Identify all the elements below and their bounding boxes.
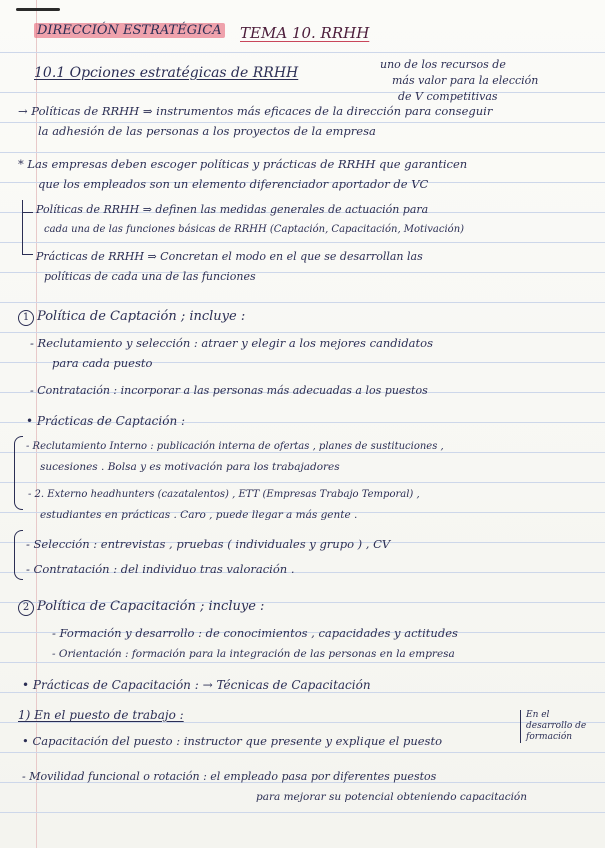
text-line: para mejorar su potencial obteniendo capacitación — [256, 791, 528, 803]
text-line: Prácticas de RRHH ⇒ Concretan el modo en el que se desarrollan las — [36, 250, 423, 263]
ruled-line — [0, 812, 605, 813]
text-line: la adhesión de las personas a los proyectos de la empresa — [38, 124, 376, 138]
text-line: sucesiones . Bolsa y es motivación para los trabajadores — [40, 461, 340, 473]
ruled-line — [0, 152, 605, 153]
ruled-line — [0, 242, 605, 243]
section2-heading — [18, 600, 264, 616]
workplace-title: 1) En el puesto de trabajo : — [18, 708, 184, 722]
subject-heading — [34, 24, 225, 38]
section-number: 1 — [18, 310, 34, 326]
ruled-line — [0, 92, 605, 93]
ruled-line — [0, 122, 605, 123]
section-title-text: 10.1 Opciones estratégicas de RRHH — [34, 65, 299, 81]
text-line: - Selección : entrevistas , pruebas ( individuales y grupo ) , CV — [26, 537, 391, 551]
text-line: - 2. Externo headhunters (cazatalentos) , ETT (Empresas Trabajo Temporal) , — [28, 489, 420, 500]
text-line: estudiantes en prácticas . Caro , puede llegar a más gente . — [40, 509, 358, 521]
ruled-line — [0, 332, 605, 333]
ruled-line — [0, 752, 605, 753]
ruled-line — [0, 482, 605, 483]
section2-title: Política de Capacitación ; incluye : — [37, 599, 265, 614]
workplace-heading — [18, 708, 184, 722]
text-line: → Políticas de RRHH ⇒ instrumentos más eficaces de la dirección para conseguir — [18, 104, 493, 118]
ruled-line — [0, 692, 605, 693]
section1-heading — [18, 310, 245, 326]
side-note-line: de V competitivas — [398, 90, 498, 103]
side-note-line: uno de los recursos de — [380, 58, 506, 71]
section1-title: Política de Captación ; incluye : — [37, 309, 246, 324]
text-line: para cada puesto — [52, 356, 153, 370]
bracket — [14, 530, 23, 580]
text-line: - Reclutamiento Interno : publicación interna de ofertas , planes de sustituciones , — [26, 441, 444, 452]
section-title — [34, 66, 298, 80]
ruled-line — [0, 722, 605, 723]
ruled-line — [0, 302, 605, 303]
text-line: - Contratación : incorporar a las personas más adecuadas a los puestos — [30, 384, 428, 397]
connector-line — [22, 212, 33, 255]
text-line: políticas de cada una de las funciones — [44, 270, 256, 283]
text-line: - Orientación : formación para la integración de las personas en la empresa — [52, 648, 455, 660]
pen-mark — [16, 8, 60, 11]
side-note-line: más valor para la elección — [392, 74, 539, 87]
bracket — [14, 436, 23, 510]
text-line: - Movilidad funcional o rotación : el empleado pasa por diferentes puestos — [22, 770, 437, 783]
text-line: cada una de las funciones básicas de RRHH (Captación, Capacitación, Motivación) — [44, 224, 465, 235]
section-number: 2 — [18, 600, 34, 616]
practices-heading: • Prácticas de Captación : — [26, 414, 186, 428]
practices-heading: • Prácticas de Capacitación : → Técnicas de Capacitación — [22, 678, 371, 692]
text-line: - Reclutamiento y selección : atraer y elegir a los mejores candidatos — [30, 336, 433, 350]
text-line: Políticas de RRHH ⇒ definen las medidas generales de actuación para — [36, 203, 429, 216]
text-line: • Capacitación del puesto : instructor que presente y explique el puesto — [22, 734, 443, 748]
topic-heading — [240, 26, 369, 40]
subject-label: DIRECCIÓN ESTRATÉGICA — [34, 23, 225, 38]
topic-label: TEMA 10. RRHH — [240, 24, 370, 42]
margin-note: En el desarrollo de formación — [520, 710, 596, 743]
text-line: - Formación y desarrollo : de conocimientos , capacidades y actitudes — [52, 626, 458, 640]
text-line: - Contratación : del individuo tras valoración . — [26, 562, 295, 576]
ruled-line — [0, 662, 605, 663]
text-line: que los empleados son un elemento diferenciador aportador de VC — [38, 177, 429, 191]
text-line: * Las empresas deben escoger políticas y prácticas de RRHH que garanticen — [18, 157, 468, 171]
ruled-line — [0, 52, 605, 53]
